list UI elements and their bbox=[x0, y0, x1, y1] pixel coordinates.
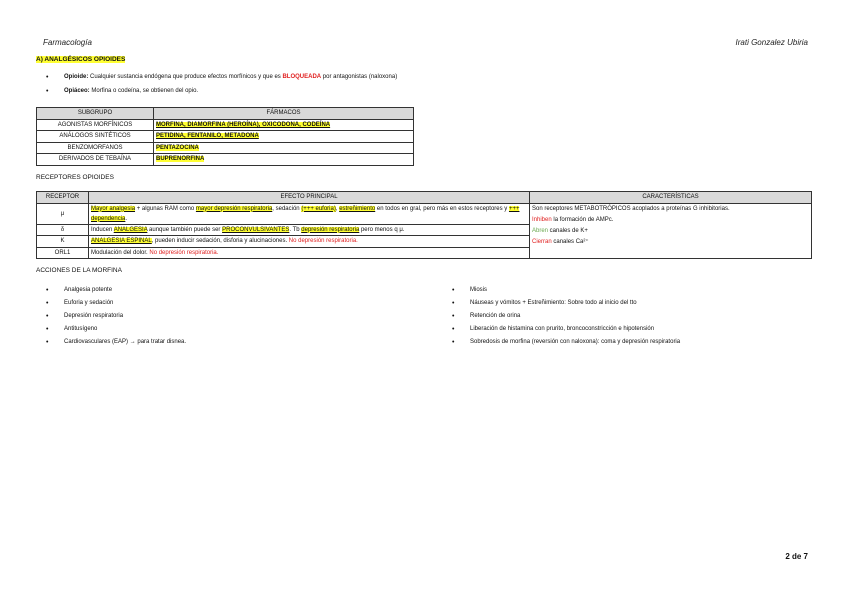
drugs-cell: BUPRENORFINA bbox=[154, 154, 414, 166]
actions-title: ACCIONES DE LA MORFINA bbox=[36, 267, 122, 274]
list-item: • Antitusígeno bbox=[64, 326, 186, 339]
list-item: • Depresión respiratoria bbox=[64, 313, 186, 326]
list-item: • Euforia y sedación bbox=[64, 300, 186, 313]
list-item: • Miosis bbox=[470, 287, 680, 300]
receptor-mu: μ bbox=[37, 203, 89, 224]
definitions-list bbox=[64, 74, 397, 102]
char-line-1: Son receptores METABOTRÓPICOS acoplados a proteínas G inhibitorias. bbox=[532, 205, 730, 212]
table-header: RECEPTOR bbox=[37, 192, 89, 204]
list-item: • Analgesia potente bbox=[64, 287, 186, 300]
table-header-row bbox=[37, 192, 812, 204]
table-header: EFECTO PRINCIPAL bbox=[89, 192, 530, 204]
header-author: Irati Gonzalez Ubiria bbox=[735, 38, 808, 47]
subgroup-cell: BENZOMORFANOS bbox=[37, 142, 154, 154]
characteristics-cell bbox=[530, 203, 812, 259]
definition-opiaceo: • Opiáceo: Morfina o codeína, se obtienen del opio. bbox=[64, 88, 397, 102]
receptor-orl1: ORL1 bbox=[37, 247, 89, 259]
list-item: • Náuseas y vómitos + Estreñimiento: Sobre todo al inicio del tto bbox=[470, 300, 680, 313]
char-line-3: Abren canales de K+ bbox=[532, 227, 588, 234]
list-item: • Cardiovasculares (EAP) → para tratar disnea. bbox=[64, 339, 186, 352]
drugs-cell: MORFINA, DIAMORFINA (HEROÍNA), OXICODONA, CODEÍNA bbox=[154, 119, 414, 131]
definition-opioide: • Opioide: Cualquier sustancia endógena que produce efectos morfínicos y que es BLOQUEADA por antagonistas (naloxona) bbox=[64, 74, 397, 88]
drugs-cell: PETIDINA, FENTANILO, METADONA bbox=[154, 131, 414, 143]
subgroup-table bbox=[36, 107, 414, 166]
receptors-title: RECEPTORES OPIOIDES bbox=[36, 174, 114, 181]
list-item: • Sobredosis de morfina (reversión con naloxona): coma y depresión respiratoria bbox=[470, 339, 680, 352]
table-row bbox=[37, 154, 414, 166]
header-subject: Farmacología bbox=[43, 38, 92, 47]
receptors-table bbox=[36, 191, 812, 259]
list-item: • Liberación de histamina con prurito, broncoconstricción e hipotensión bbox=[470, 326, 680, 339]
table-row bbox=[37, 203, 812, 224]
drugs-cell: PENTAZOCINA bbox=[154, 142, 414, 154]
page-number: 2 de 7 bbox=[785, 552, 808, 561]
subgroup-cell: AGONISTAS MORFÍNICOS bbox=[37, 119, 154, 131]
char-line-2: Inhiben la formación de AMPc. bbox=[532, 216, 614, 223]
effect-orl1: Modulación del dolor. No depresión respiratoria. bbox=[89, 247, 530, 259]
table-row bbox=[37, 119, 414, 131]
table-header: CARACTERÍSTICAS bbox=[530, 192, 812, 204]
effect-kappa: ANALGESIA ESPINAL, pueden inducir sedación, disforia y alucinaciones. No depresión respiratoria. bbox=[89, 236, 530, 248]
table-header: SUBGRUPO bbox=[37, 108, 154, 120]
effect-mu: Mayor analgesia + algunas RAM como mayor depresión respiratoria, sedación (+++ euforia), estreñimiento en todos en gral, pero más en estos receptores y +++ dependencia. bbox=[89, 203, 530, 224]
char-line-4: Cierran canales Ca²⁺ bbox=[532, 238, 589, 245]
section-a-title: A) ANALGÉSICOS OPIOIDES bbox=[36, 56, 126, 63]
list-item: • Retención de orina bbox=[470, 313, 680, 326]
table-row bbox=[37, 142, 414, 154]
receptor-delta: δ bbox=[37, 224, 89, 236]
table-header-row bbox=[37, 108, 414, 120]
table-row bbox=[37, 131, 414, 143]
effect-delta: Inducen ANALGESIA aunque también puede ser PROCONVULSIVANTES. Tb depresión respiratoria pero menos q μ. bbox=[89, 224, 530, 236]
subgroup-cell: ANÁLOGOS SINTÉTICOS bbox=[37, 131, 154, 143]
actions-list-right bbox=[470, 287, 680, 352]
table-header: FÁRMACOS bbox=[154, 108, 414, 120]
actions-list-left bbox=[64, 287, 186, 352]
receptor-kappa: K bbox=[37, 236, 89, 248]
subgroup-cell: DERIVADOS DE TEBAÍNA bbox=[37, 154, 154, 166]
